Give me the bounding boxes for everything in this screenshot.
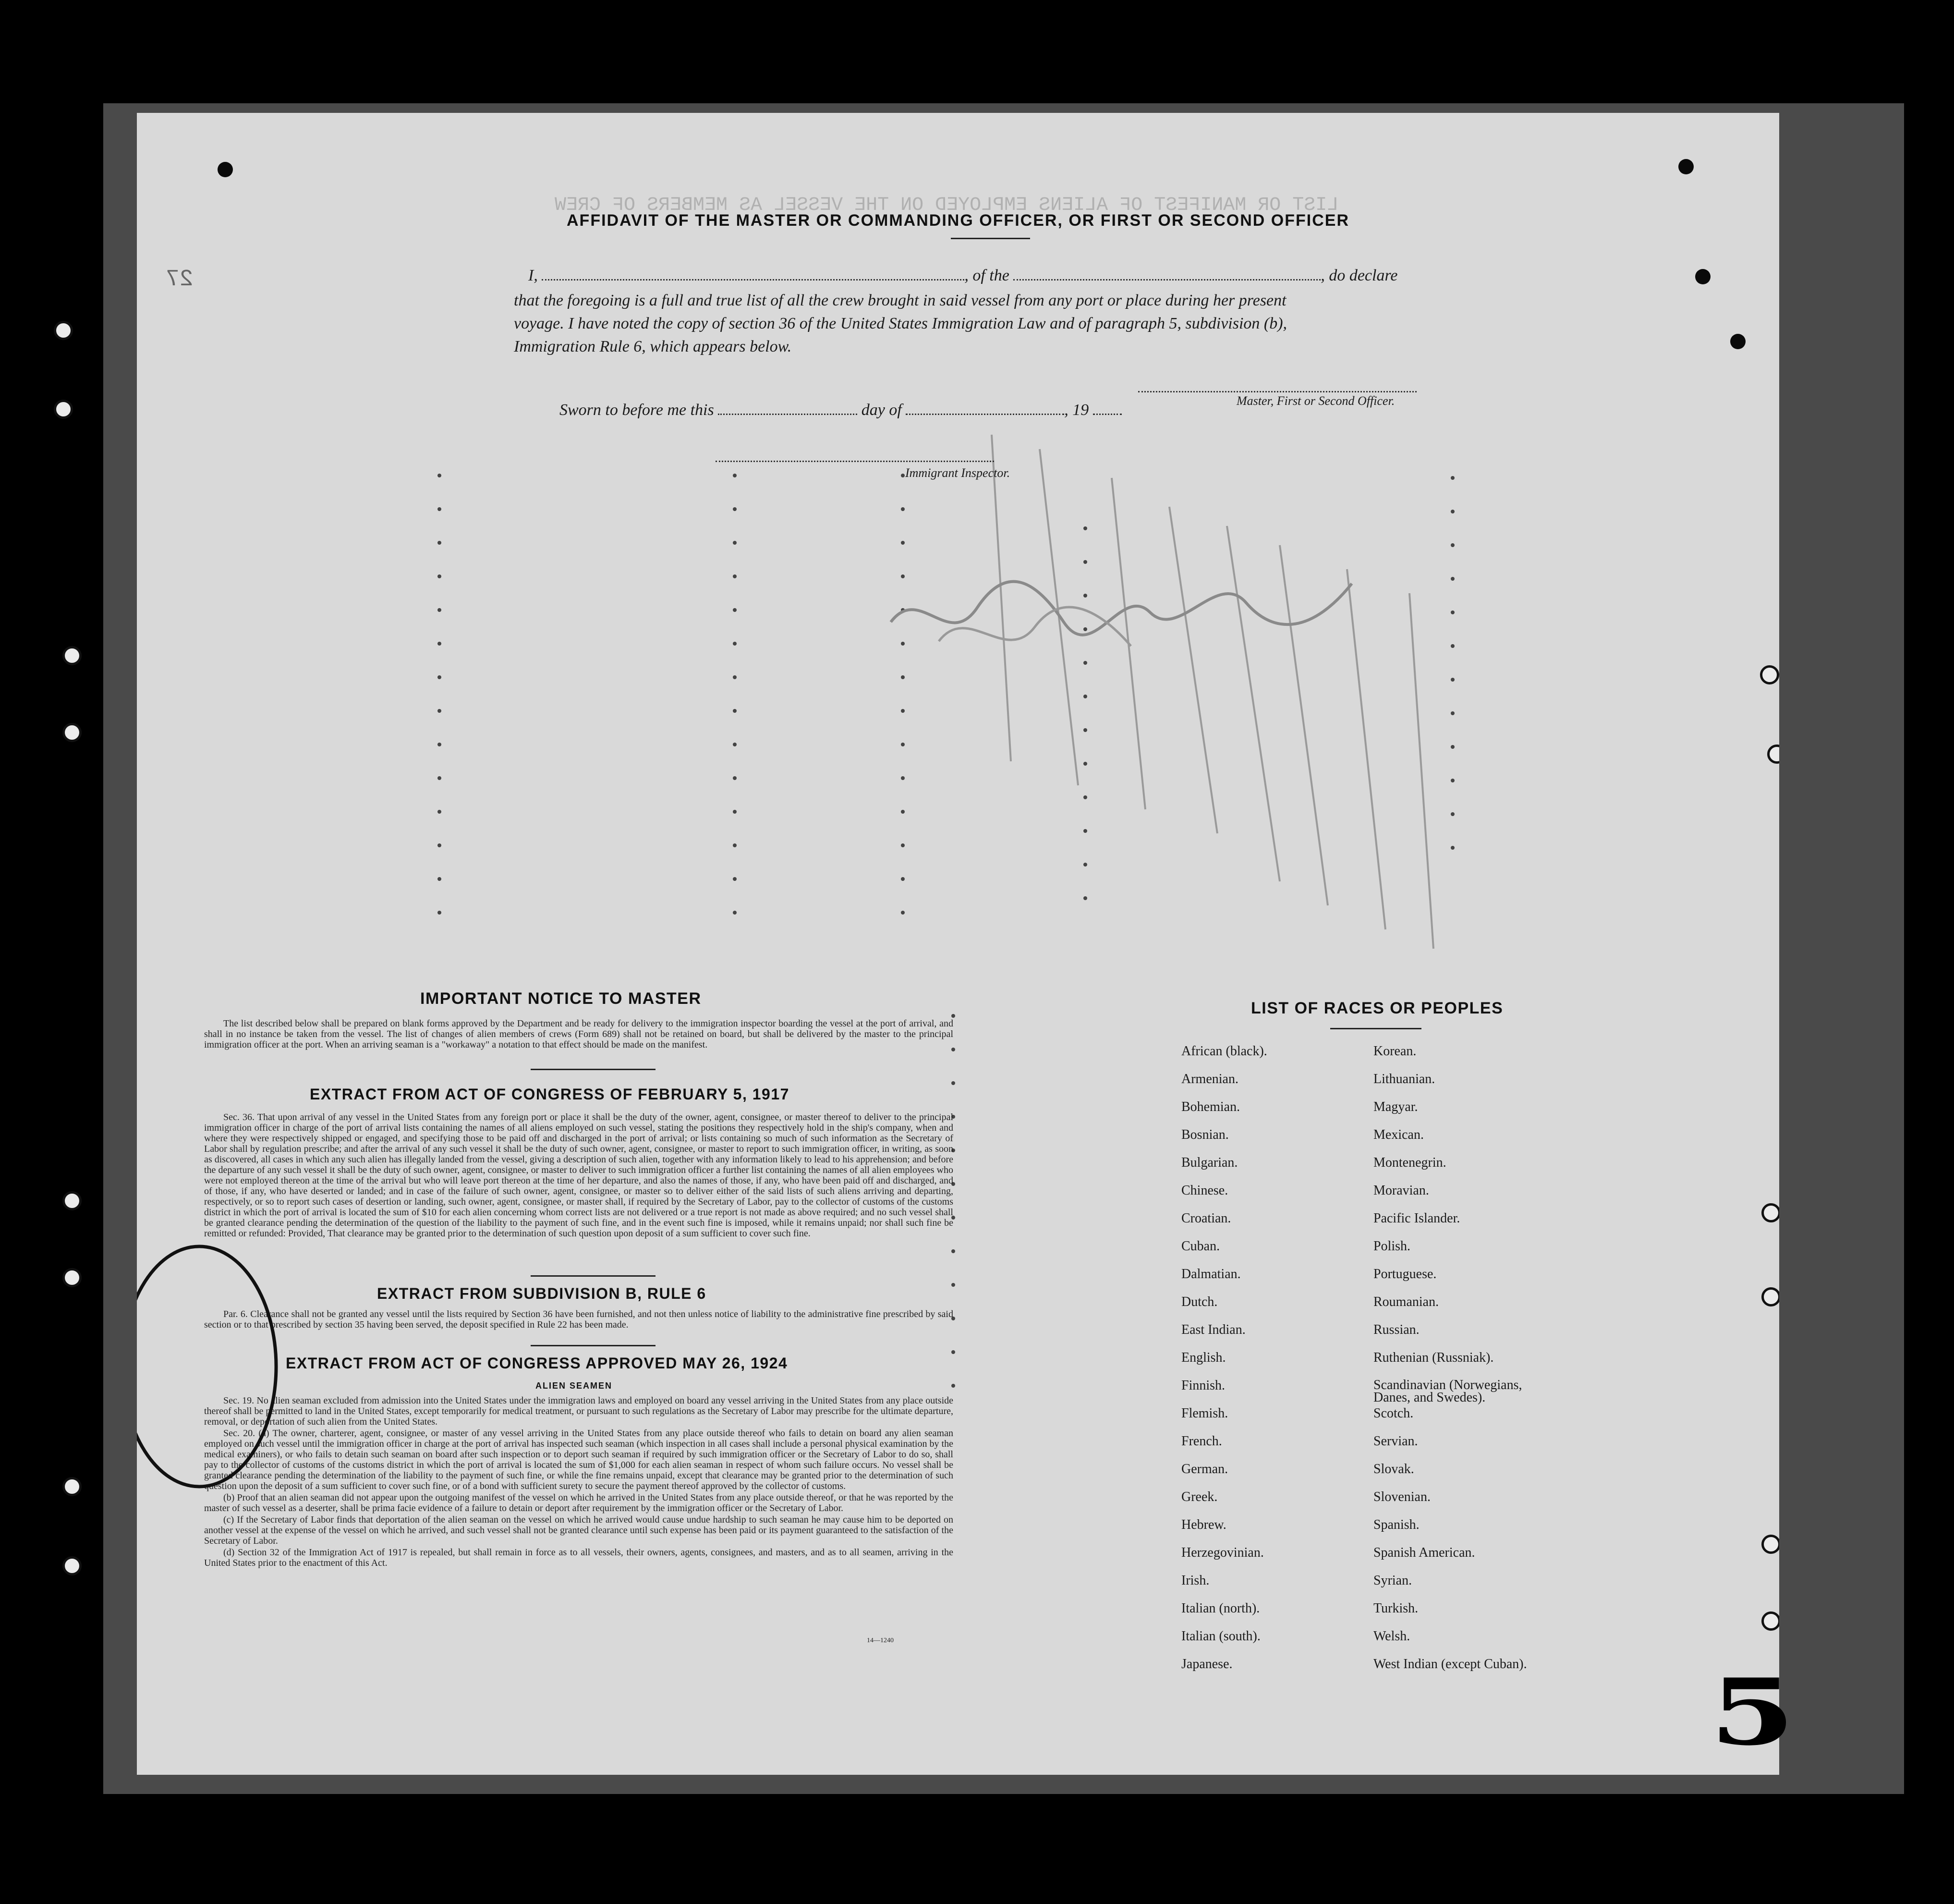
- corner-number: 27: [166, 267, 194, 293]
- circle-mark: [137, 1232, 295, 1501]
- race-item: Bosnian.: [1181, 1127, 1229, 1142]
- master-label: Master, First or Second Officer.: [1237, 394, 1395, 408]
- race-item: Irish.: [1181, 1573, 1210, 1588]
- sworn-year: , 19: [1064, 401, 1089, 419]
- race-item: Polish.: [1373, 1239, 1411, 1254]
- punch-hole: [218, 162, 233, 177]
- race-item: Portuguese.: [1373, 1267, 1437, 1282]
- race-item: East Indian.: [1181, 1322, 1246, 1337]
- race-item: Turkish.: [1373, 1601, 1419, 1616]
- affidavit-line4: Immigration Rule 6, which appears below.: [514, 338, 792, 355]
- race-item: Italian (north).: [1181, 1601, 1260, 1616]
- extract-1917-title: EXTRACT FROM ACT OF CONGRESS OF FEBRUARY 5, 1917: [310, 1086, 789, 1103]
- manifest-page: [137, 113, 1779, 1775]
- race-item: Mexican.: [1373, 1127, 1424, 1142]
- race-item: Slovenian.: [1373, 1489, 1431, 1504]
- race-item: Scandinavian (Norwegians, Danes, and Swedes).: [1373, 1378, 1522, 1405]
- binding-hole: [62, 1268, 82, 1287]
- races-title: LIST OF RACES OR PEOPLES: [1251, 999, 1504, 1017]
- master-signature-line: [1138, 379, 1417, 392]
- race-item: Spanish American.: [1373, 1545, 1475, 1560]
- inspector-label: Immigrant Inspector.: [905, 466, 1010, 480]
- race-item: Cuban.: [1181, 1239, 1220, 1254]
- notice-rule: [531, 1069, 655, 1070]
- notice-text: The list described below shall be prepared on blank forms approved by the Department and be ready for delivery to the immigration inspector boarding the vessel at the port of arrival, and shall in no instance be taken from the vessel. The list of changes of alien members of crews (Form 689) shall not be retained on board, but shall be delivered by the master to the principal immigration officer at the port. When an arriving seaman is a "workaway" a notation to that effect should be made on the manifest.: [204, 1018, 953, 1050]
- race-item: Welsh.: [1373, 1629, 1410, 1644]
- race-item: Japanese.: [1181, 1657, 1233, 1672]
- race-item: Finnish.: [1181, 1378, 1226, 1393]
- punch-hole: [1761, 1535, 1779, 1554]
- extract-1924-para: (d) Section 32 of the Immigration Act of 1917 is repealed, but shall remain in force as to all vessels, their owners, agents, consignees, and masters, and as to all seamen, arriving in the United States prior to the enactment of this Act.: [204, 1547, 953, 1568]
- punch-hole: [1761, 1287, 1779, 1306]
- race-item: Lithuanian.: [1373, 1072, 1435, 1086]
- form-number: 14—1240: [867, 1637, 894, 1644]
- race-item: Montenegrin.: [1373, 1155, 1446, 1170]
- extract-1924-para: (b) Proof that an alien seaman did not appear upon the outgoing manifest of the vessel on which he arrived in the United States from any place outside thereof, or that he was reported by the master of such vessel as a deserter, shall be prima facie evidence of a failure to detain or deport after requirement by the immigration officer or the Secretary of Labor.: [204, 1492, 953, 1513]
- sworn-day-of: day of: [861, 401, 902, 419]
- binding-hole: [62, 1556, 82, 1575]
- race-item: Dutch.: [1181, 1294, 1218, 1309]
- affidavit-line3: voyage. I have noted the copy of section 36 of the United States Immigration Law and of paragraph 5, subdivision (b),: [514, 315, 1287, 332]
- affidavit-do-declare: , do declare: [1321, 267, 1398, 284]
- race-item: Korean.: [1373, 1044, 1417, 1059]
- race-item: Moravian.: [1373, 1183, 1429, 1198]
- affidavit-of-the: , of the: [964, 267, 1009, 284]
- alien-seamen-subtitle: ALIEN SEAMEN: [535, 1381, 613, 1391]
- sworn-line: [559, 401, 1122, 419]
- extract-1924-para: Sec. 20. (a) The owner, charterer, agent, consignee, or master of any vessel arriving in the United States from any place outside thereof who fails to detain on board any alien seaman employed on such vessel until the immigration officer in charge at the port of arrival has inspected such seaman (which inspection in all cases shall include a personal physical examination by the medical examiners), or who fails to detain such seaman on board after such inspection or to deport such seaman if required by such immigration officer or the Secretary of Labor to do so, shall pay to the collector of customs of the customs district in which the port of arrival is located the sum of $1,000 for each alien seaman in respect of whom such failure occurs. No vessel shall be granted clearance pending the determination of the liability to the payment of such fine, or while the fine remains unpaid, except that clearance may be granted prior to the determination of such question upon the deposit of a sum sufficient to cover such fine, or of a bond with sufficient surety to secure the payment thereof approved by the collector of customs.: [204, 1428, 953, 1491]
- extract-1924-para: (c) If the Secretary of Labor finds that deportation of the alien seaman on the vessel on which he arrived would cause undue hardship to such seaman he may cause him to be deported on another vessel at the expense of the vessel on which he arrived, and such vessel shall not be granted clearance until such expense has been paid or its payment guaranteed to the satisfaction of the Secretary of Labor.: [204, 1514, 953, 1546]
- extract-1917-text: Sec. 36. That upon arrival of any vessel in the United States from any foreign port or place it shall be the duty of the owner, agent, consignee, or master thereof to deliver to the principal immigration officer in charge of the port of arrival lists containing the names of all aliens employed on such vessel, stating the positions they respectively hold in the ship's company, when and where they were respectively shipped or engaged, and specifying those to be paid off and discharged in the port of arrival; or lists containing so much of such information as the Secretary of Labor shall by regulation prescribe; and after the arrival of any such vessel it shall be the duty of such owner, agent, consignee, or master to report to such immigration officer, in writing, as soon as discovered, all cases in which any such alien has illegally landed from the vessel, giving a description of such alien, together with any information likely to lead to his apprehension; and before the departure of any such vessel it shall be the duty of such owner, agent, consignee, or master to deliver to such immigration officer a further list containing the names of all alien employees who were not employed thereon at the time of the arrival but who will leave port thereon at the time of her departure, and also the names of those, if any, who have been paid off and discharged, and of those, if any, who have deserted or landed; and in case of the failure of such owner, agent, consignee, or master so to deliver either of the said lists of such aliens arriving and departing, respectively, or so to report such cases of desertion or landing, such owner, agent, consignee, or master shall, if required by the Secretary of Labor, pay to the collector of customs of the customs district in which the port of arrival is located the sum of $10 for each alien concerning whom correct lists are not delivered or a true report is not made as above required; and no such vessel shall be granted clearance pending the determination of the question of the liability to the payment of such fine, and in the event such fine is imposed, while it remains unpaid; nor shall such fine be remitted or refunded: Provided, That clearance may be granted prior to the determination of such question upon deposit of a sum sufficient to cover such fine.: [204, 1112, 953, 1239]
- affidavit-line2: that the foregoing is a full and true list of all the crew brought in said vessel from any port or place during her present: [514, 292, 1286, 309]
- race-item: West Indian (except Cuban).: [1373, 1657, 1527, 1672]
- stamp-number: 5: [1710, 1659, 1796, 1766]
- extract-1924-title: EXTRACT FROM ACT OF CONGRESS APPROVED MAY 26, 1924: [286, 1355, 788, 1372]
- extract-1917-rule: [531, 1275, 655, 1277]
- binding-hole: [62, 723, 82, 742]
- binding-hole: [62, 1191, 82, 1210]
- punch-hole: [1678, 159, 1694, 174]
- race-item: Italian (south).: [1181, 1629, 1261, 1644]
- race-item: Bohemian.: [1181, 1099, 1240, 1114]
- race-item: Spanish.: [1373, 1517, 1420, 1532]
- race-item: Chinese.: [1181, 1183, 1228, 1198]
- race-item: Pacific Islander.: [1373, 1211, 1460, 1226]
- race-item: German.: [1181, 1462, 1228, 1477]
- extract-1924-para: Sec. 19. No alien seaman excluded from admission into the United States under the immigration laws and employed on board any vessel arriving in the United States from any place outside thereof shall be permitted to land in the United States, except temporarily for medical treatment, or pursuant to such regulations as the Secretary of Labor may prescribe for the ultimate departure, removal, or deportation of such alien from the United States.: [204, 1395, 953, 1427]
- race-item: Servian.: [1373, 1434, 1418, 1449]
- race-item: Bulgarian.: [1181, 1155, 1238, 1170]
- race-item: Magyar.: [1373, 1099, 1418, 1114]
- binding-hole: [62, 646, 82, 665]
- sworn-prefix: Sworn to before me this: [559, 401, 714, 419]
- races-right-column: [1373, 1045, 1556, 1685]
- punch-hole: [1761, 1203, 1779, 1222]
- races-left-column: [1181, 1045, 1267, 1685]
- punch-hole: [1730, 334, 1746, 349]
- race-item: English.: [1181, 1350, 1226, 1365]
- affidavit-rule: [951, 238, 1030, 239]
- race-item: Scotch.: [1373, 1406, 1414, 1421]
- notice-title: IMPORTANT NOTICE TO MASTER: [420, 989, 702, 1008]
- race-item: Hebrew.: [1181, 1517, 1226, 1532]
- punch-hole: [1760, 665, 1779, 684]
- inspector-signature-line: [716, 449, 994, 462]
- race-item: Herzegovinian.: [1181, 1545, 1264, 1560]
- signature-scrawl: [881, 526, 1409, 680]
- extract-1924-text: [204, 1395, 953, 1569]
- race-item: Armenian.: [1181, 1072, 1238, 1086]
- race-item: Croatian.: [1181, 1211, 1231, 1226]
- extract-rule6-text: Par. 6. Clearance shall not be granted any vessel until the lists required by Section 36 have been furnished, and not then unless notice of liability to the administrative fine prescribed by said section or to that prescribed by section 35 having been served, the deposit specified in Rule 22 has been made.: [204, 1309, 953, 1330]
- race-item: Ruthenian (Russniak).: [1373, 1350, 1494, 1365]
- binding-hole: [54, 400, 73, 419]
- affidavit-title: AFFIDAVIT OF THE MASTER OR COMMANDING OFFICER, OR FIRST OR SECOND OFFICER: [567, 211, 1349, 230]
- race-item: Syrian.: [1373, 1573, 1412, 1588]
- race-item: Roumanian.: [1373, 1294, 1439, 1309]
- show-through-header: LIST OR MANIFEST OF ALIENS EMPLOYED ON THE VESSEL AS MEMBERS OF CREW: [555, 195, 1339, 216]
- extract-rule6-title: EXTRACT FROM SUBDIVISION B, RULE 6: [377, 1285, 706, 1302]
- race-item: Slovak.: [1373, 1462, 1414, 1477]
- binding-hole: [62, 1477, 82, 1496]
- punch-hole: [1695, 269, 1711, 284]
- affidavit-i: I,: [528, 267, 538, 284]
- races-rule: [1330, 1028, 1421, 1029]
- race-item: French.: [1181, 1434, 1222, 1449]
- race-item: African (black).: [1181, 1044, 1267, 1059]
- extract-rule6-rule: [531, 1345, 655, 1346]
- affidavit-line1: [528, 267, 1398, 285]
- punch-hole: [1761, 1611, 1779, 1631]
- binding-hole: [54, 321, 73, 340]
- race-item: Greek.: [1181, 1489, 1218, 1504]
- race-item: Russian.: [1373, 1322, 1420, 1337]
- race-item: Dalmatian.: [1181, 1267, 1241, 1282]
- race-item: Flemish.: [1181, 1406, 1228, 1421]
